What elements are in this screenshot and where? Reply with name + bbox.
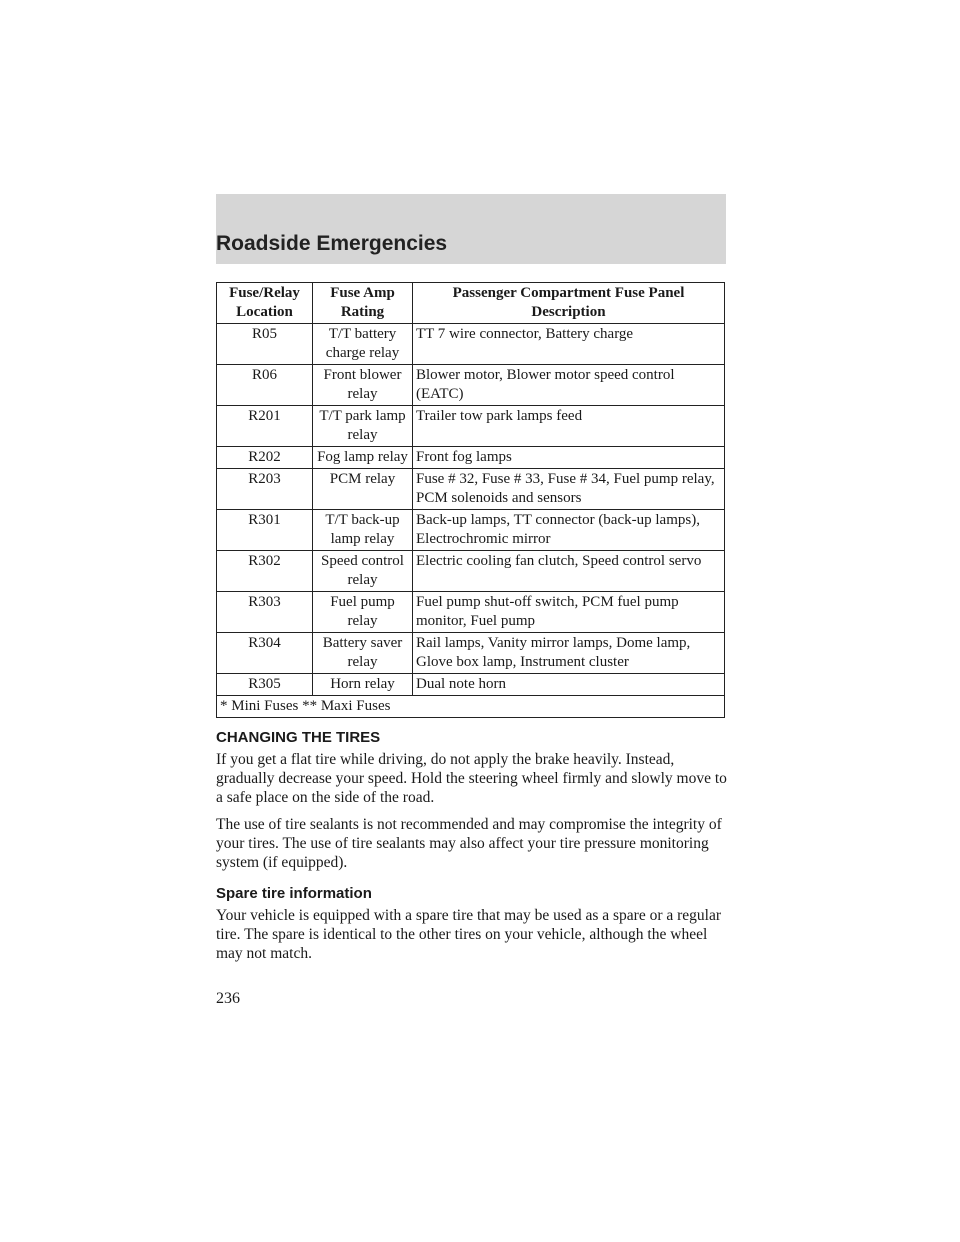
table-row (217, 447, 725, 469)
table-row (217, 592, 725, 633)
table-row (217, 674, 725, 696)
column-header-rating: Fuse Amp Rating (313, 283, 413, 324)
table-row (217, 469, 725, 510)
cell-location: R305 (217, 674, 313, 696)
cell-location: R05 (217, 324, 313, 365)
cell-location: R301 (217, 510, 313, 551)
cell-description: Front fog lamps (413, 447, 725, 469)
cell-description: Blower motor, Blower motor speed control (EATC) (413, 365, 725, 406)
cell-location: R303 (217, 592, 313, 633)
section-heading: CHANGING THE TIRES (216, 729, 381, 746)
table-header-row (217, 283, 725, 324)
paragraph-flat-tire: If you get a flat tire while driving, do not apply the brake heavily. Instead, gradually decrease your speed. Hold the steering wheel firmly and slowly move to a safe place on the side of the road. (216, 751, 727, 806)
table-row (217, 365, 725, 406)
table-footnote-row (217, 696, 725, 718)
cell-description: TT 7 wire connector, Battery charge (413, 324, 725, 365)
cell-description: Back-up lamps, TT connector (back-up lamps), Electrochromic mirror (413, 510, 725, 551)
cell-description: Dual note horn (413, 674, 725, 696)
cell-location: R304 (217, 633, 313, 674)
column-header-location: Fuse/Relay Location (217, 283, 313, 324)
page-section-title: Roadside Emergencies (216, 232, 448, 255)
page-number: 236 (216, 990, 240, 1007)
cell-description: Trailer tow park lamps feed (413, 406, 725, 447)
cell-rating: Battery saver relay (313, 633, 413, 674)
table-row (217, 551, 725, 592)
cell-rating: Speed control relay (313, 551, 413, 592)
fuse-relay-table (216, 282, 725, 718)
cell-rating: Horn relay (313, 674, 413, 696)
cell-rating: Front blower relay (313, 365, 413, 406)
cell-rating: T/T battery charge relay (313, 324, 413, 365)
subsection-heading: Spare tire information (216, 885, 372, 902)
cell-description: Rail lamps, Vanity mirror lamps, Dome lamp, Glove box lamp, Instrument cluster (413, 633, 725, 674)
column-header-description: Passenger Compartment Fuse Panel Description (413, 283, 725, 324)
cell-location: R203 (217, 469, 313, 510)
tire-section (216, 728, 728, 971)
table-row (217, 324, 725, 365)
table-row (217, 633, 725, 674)
paragraph-spare-tire: Your vehicle is equipped with a spare tire that may be used as a spare or a regular tire. The spare is identical to the other tires on your vehicle, although the wheel may not match. (216, 907, 722, 962)
cell-location: R302 (217, 551, 313, 592)
cell-rating: PCM relay (313, 469, 413, 510)
table-row (217, 510, 725, 551)
cell-rating: T/T park lamp relay (313, 406, 413, 447)
cell-description: Electric cooling fan clutch, Speed control servo (413, 551, 725, 592)
paragraph-sealants: The use of tire sealants is not recommended and may compromise the integrity of your tires. The use of tire sealants may also affect your tire pressure monitoring system (if equipped). (216, 816, 722, 871)
cell-rating: Fuel pump relay (313, 592, 413, 633)
cell-location: R202 (217, 447, 313, 469)
cell-location: R06 (217, 365, 313, 406)
cell-rating: T/T back-up lamp relay (313, 510, 413, 551)
cell-description: Fuel pump shut-off switch, PCM fuel pump monitor, Fuel pump (413, 592, 725, 633)
cell-description: Fuse # 32, Fuse # 33, Fuse # 34, Fuel pump relay, PCM solenoids and sensors (413, 469, 725, 510)
cell-rating: Fog lamp relay (313, 447, 413, 469)
table-footnote: * Mini Fuses ** Maxi Fuses (217, 696, 725, 718)
table-row (217, 406, 725, 447)
cell-location: R201 (217, 406, 313, 447)
